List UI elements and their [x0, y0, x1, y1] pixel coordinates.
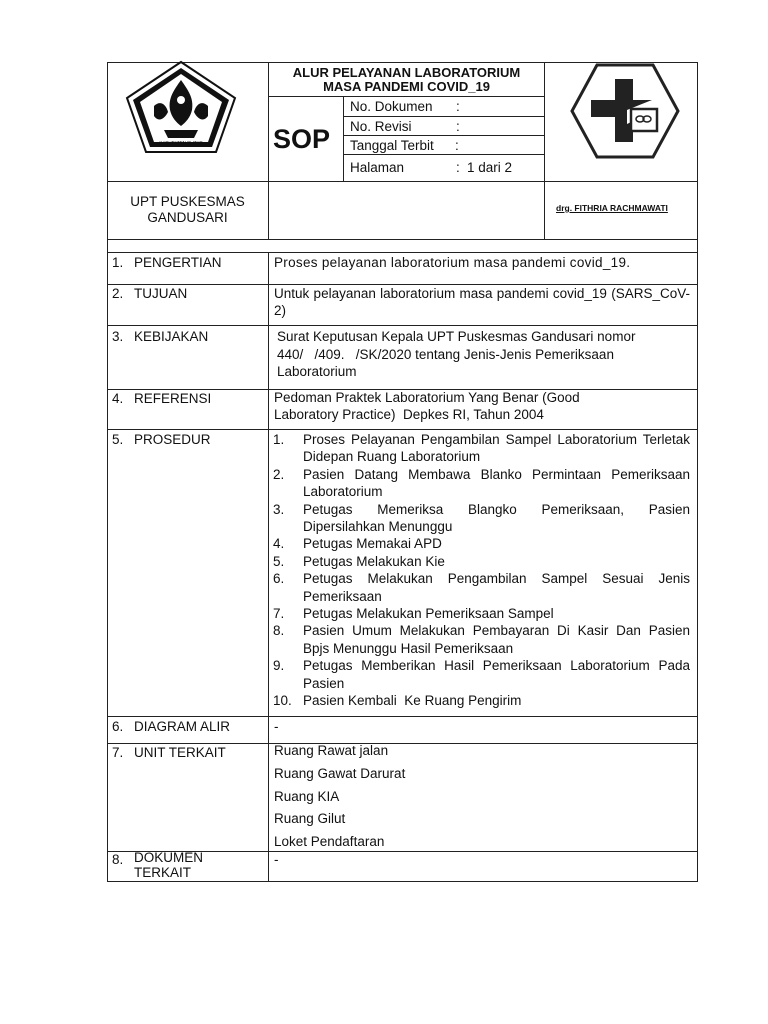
section-number: 1. — [112, 255, 124, 270]
rule — [107, 239, 698, 240]
section-number: 6. — [112, 719, 124, 734]
list-item: Loket Pendaftaran — [274, 834, 385, 850]
section-number: 7. — [112, 745, 124, 760]
meta-label: No. Dokumen — [350, 99, 433, 114]
section-number: 5. — [112, 432, 124, 447]
meta-label: Halaman — [350, 160, 405, 175]
rule — [107, 429, 698, 430]
section-label: DIAGRAM ALIR — [134, 719, 231, 734]
list-item: 6. Petugas Melakukan Pengambilan Sampel Sesuai Jenis Pemeriksaan — [273, 571, 690, 604]
rule — [107, 252, 698, 253]
list-item: 5. Petugas Melakukan Kie — [273, 553, 445, 569]
section-label: UNIT TERKAIT — [134, 745, 226, 760]
document-title: ALUR PELAYANAN LABORATORIUM MASA PANDEMI COVID_19 — [292, 65, 521, 94]
procedure-list — [273, 431, 690, 710]
regency-coat-of-arms-icon — [124, 60, 238, 156]
organization-name: UPT PUSKESMAS GANDUSARI — [130, 194, 245, 225]
list-item: 9. Petugas Memberikan Hasil Pemeriksaan Laboratorium Pada Pasien — [273, 658, 690, 691]
section-label: PROSEDUR — [134, 432, 211, 447]
rule — [343, 135, 545, 136]
related-units-list — [274, 740, 405, 854]
meta-separator: : — [456, 160, 460, 175]
meta-separator: : — [456, 119, 460, 134]
list-item: 10. Pasien Kembali Ke Ruang Pengirim — [273, 693, 522, 709]
list-item: Ruang KIA — [274, 788, 340, 804]
sop-label: SOP — [273, 124, 331, 154]
section-number: 8. — [112, 852, 124, 867]
section-content: - — [274, 719, 279, 734]
list-item: Ruang Gawat Darurat — [274, 765, 406, 781]
section-label: TUJUAN — [134, 286, 188, 301]
rule — [268, 252, 269, 882]
rule — [107, 881, 698, 882]
list-item: 3. Petugas Memeriksa Blangko Pemeriksaan, Pasien Dipersilahkan Menunggu — [273, 501, 690, 535]
section-number: 3. — [112, 329, 124, 344]
puskesmas-cross-icon — [569, 62, 681, 160]
list-item: 4. Petugas Memakai APD — [273, 536, 442, 552]
section-content: - — [274, 852, 279, 867]
rule — [107, 62, 108, 882]
rule — [343, 96, 344, 182]
list-item: 1. Proses Pelayanan Pengambilan Sampel Laboratorium Terletak Didepan Ruang Laboratorium — [273, 432, 690, 465]
section-number: 2. — [112, 286, 124, 301]
section-content: Pedoman Praktek Laboratorium Yang Benar (Good Laboratory Practice) Depkes RI, Tahun 2004 — [274, 390, 580, 422]
rule — [697, 62, 698, 882]
list-item: Ruang Gilut — [274, 811, 346, 827]
rule — [107, 181, 698, 182]
meta-label: Tanggal Terbit — [350, 138, 434, 153]
list-item: 7. Petugas Melakukan Pemeriksaan Sampel — [273, 606, 554, 622]
section-label: PENGERTIAN — [134, 255, 222, 270]
meta-separator: : — [456, 99, 460, 114]
section-content: Untuk pelayanan laboratorium masa pandemi covid_19 (SARS_CoV-2) — [274, 286, 690, 318]
list-item: 8. Pasien Umum Melakukan Pembayaran Di Kasir Dan Pasien Bpjs Menunggu Hasil Pemeriksaan — [273, 623, 690, 656]
section-content: Proses pelayanan laboratorium masa pandemi covid_19. — [274, 255, 631, 270]
section-content: Surat Keputusan Kepala UPT Puskesmas Gandusari nomor 440/ /409. /SK/2020 tentang Jenis-Jenis Pemeriksaan Laboratorium — [277, 329, 636, 379]
rule — [268, 96, 545, 97]
list-item: Ruang Rawat jalan — [274, 743, 389, 758]
regency-logo-text: KABUPATEN BLITAR — [159, 140, 203, 145]
section-label: DOKUMEN TERKAIT — [134, 850, 204, 880]
list-item: 2. Pasien Datang Membawa Blanko Permintaan Pemeriksaan Laboratorium — [273, 466, 690, 500]
rule — [107, 716, 698, 717]
rule — [343, 116, 545, 117]
section-label: REFERENSI — [134, 391, 212, 406]
section-label: KEBIJAKAN — [134, 329, 209, 344]
section-number: 4. — [112, 391, 124, 406]
meta-value: 1 dari 2 — [467, 160, 513, 175]
meta-label: No. Revisi — [350, 119, 412, 134]
rule — [107, 325, 698, 326]
meta-separator: : — [455, 138, 459, 153]
signatory-name: drg. FITHRIA RACHMAWATI — [556, 203, 668, 213]
rule — [343, 154, 545, 155]
